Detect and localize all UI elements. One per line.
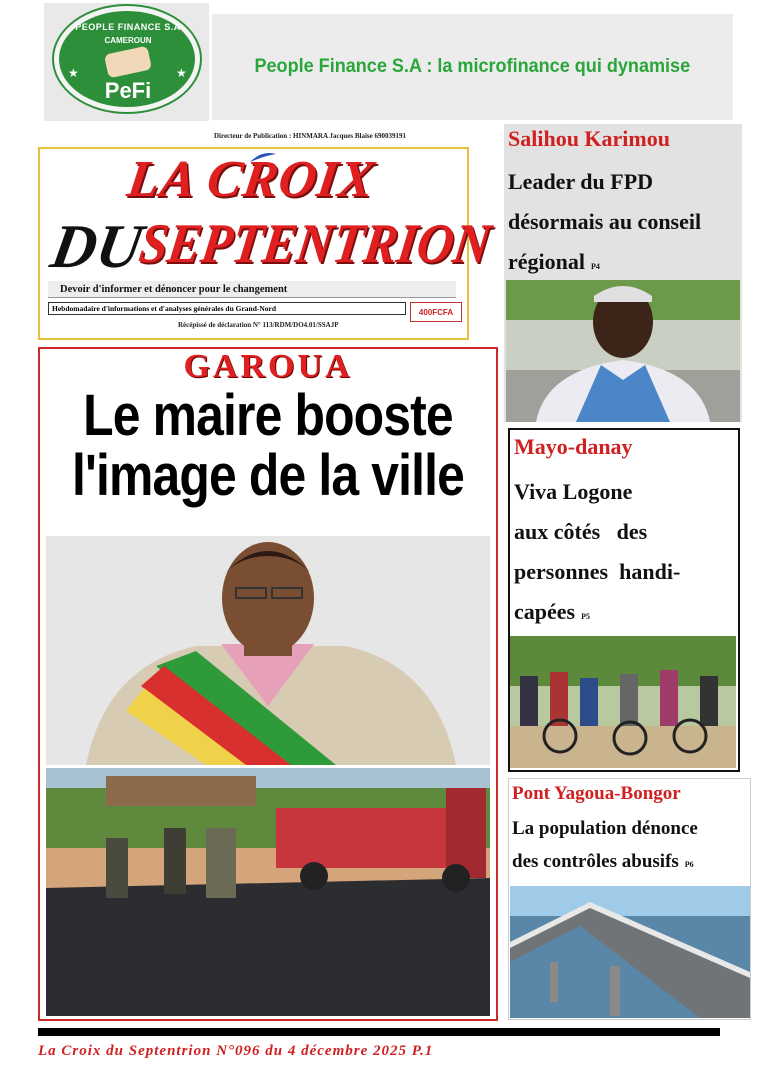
logo-ring-text: PEOPLE FINANCE S.A [75, 22, 181, 32]
page-reference: P4 [591, 262, 600, 271]
recepisse: Récépissé de déclaration N° 113/RDM/DO4.01/SSAJP [178, 321, 339, 329]
sidebar3-headline [512, 812, 748, 881]
bridge-photo [510, 886, 750, 1018]
logo-brand: PeFi [104, 78, 152, 103]
star-icon: ★ [68, 66, 79, 80]
sidebar1-line: désormais au conseil [508, 209, 702, 234]
masthead-title-du: DU [46, 213, 148, 281]
footer-issue-line: La Croix du Septentrion N°096 du 4 décembre 2025 P.1 [38, 1043, 434, 1059]
logo-ring-subtext: CAMEROUN [104, 36, 152, 45]
road-works-photo [46, 768, 490, 1016]
sidebar1-line3: régional [508, 249, 585, 274]
sidebar3-kicker: Pont Yagoua-Bongor [512, 783, 681, 804]
masthead-hebdo: Hebdomadaire d'informations et d'analyses générales du Grand-Nord [48, 302, 406, 315]
ad-banner [212, 14, 733, 120]
sidebar2-kicker: Mayo-danay [514, 434, 633, 459]
sidebar2-headline [514, 472, 736, 637]
main-headline-line2: l'image de la ville [72, 443, 464, 508]
sidebar2-line: aux côtés des [514, 519, 648, 544]
masthead-slogan: Devoir d'informer et dénoncer pour le changement [48, 281, 456, 298]
sidebar1-headline [508, 162, 740, 287]
salihou-photo [506, 280, 740, 422]
publication-director: Directeur de Publication : HINMARA Jacques Blaise 690039191 [213, 132, 407, 140]
sidebar3-line2: des contrôles abusifs [512, 851, 679, 872]
sidebar2-line [514, 592, 736, 637]
main-headline-line1: Le maire booste [83, 383, 453, 448]
main-story-kicker: GAROUA [183, 348, 353, 385]
masthead-title-line2: SEPTENTRION [135, 213, 495, 275]
sidebar3-line: La population dénonce [512, 818, 698, 839]
price-badge: 400FCFA [410, 302, 462, 322]
sidebar2-line: personnes handi- [514, 559, 681, 584]
page-reference: P5 [581, 612, 590, 621]
sidebar2-line: Viva Logone [514, 479, 633, 504]
main-headline [72, 383, 464, 508]
star-icon: ★ [176, 66, 187, 80]
masthead-title-line1: LA CROIX [123, 151, 379, 208]
mayor-photo [46, 536, 490, 765]
sidebar1-line: Leader du FPD [508, 169, 654, 194]
page-reference: P6 [684, 860, 694, 869]
footer-rule [38, 1028, 720, 1036]
ad-banner-text: People Finance S.A : la microfinance qui dynamise [254, 56, 691, 77]
sidebar1-kicker: Salihou Karimou [508, 126, 670, 151]
sidebar3-line [512, 845, 748, 881]
sidebar2-line4: capées [514, 599, 576, 624]
handicapped-people-photo [510, 636, 736, 768]
